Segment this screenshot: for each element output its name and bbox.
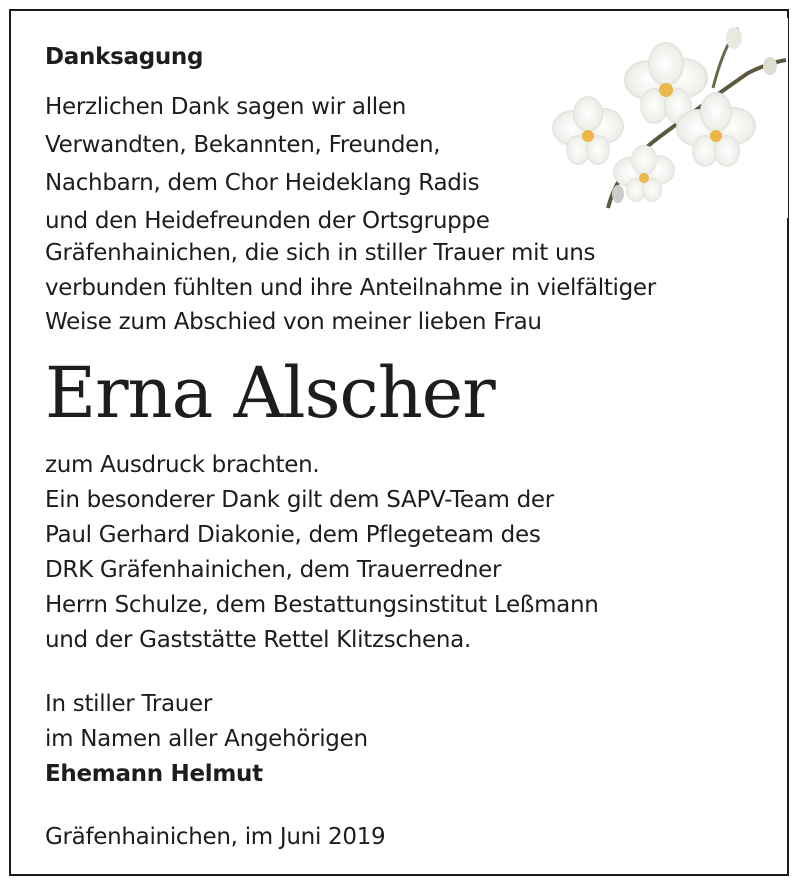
thanks-line: zum Ausdruck brachten.	[45, 452, 320, 478]
orchid-image	[548, 18, 788, 218]
intro-line: Verwandten, Bekannten, Freunden,	[45, 132, 441, 158]
closing-line: im Namen aller Angehörigen	[45, 726, 368, 752]
intro-line: und den Heidefreunden der Ortsgruppe	[45, 208, 490, 234]
intro-line: Weise zum Abschied von meiner lieben Frau	[45, 309, 542, 335]
thanks-line: DRK Gräfenhainichen, dem Trauerredner	[45, 557, 502, 583]
thanks-line: Paul Gerhard Diakonie, dem Pflegeteam des	[45, 522, 541, 548]
signature: Ehemann Helmut	[45, 761, 263, 787]
thanks-line: Ein besonderer Dank gilt dem SAPV-Team der	[45, 487, 554, 513]
intro-line: verbunden fühlten und ihre Anteilnahme in vielfältiger	[45, 275, 656, 301]
heading: Danksagung	[45, 44, 204, 70]
intro-line: Gräfenhainichen, die sich in stiller Trauer mit uns	[45, 240, 596, 266]
closing-line: In stiller Trauer	[45, 691, 213, 717]
thanks-line: Herrn Schulze, dem Bestattungsinstitut Leßmann	[45, 592, 599, 618]
intro-line: Herzlichen Dank sagen wir allen	[45, 94, 407, 120]
place-date: Gräfenhainichen, im Juni 2019	[45, 824, 386, 850]
thanks-line: und der Gaststätte Rettel Klitzschena.	[45, 627, 471, 653]
intro-line: Nachbarn, dem Chor Heideklang Radis	[45, 170, 480, 196]
deceased-name: Erna Alscher	[45, 352, 495, 434]
